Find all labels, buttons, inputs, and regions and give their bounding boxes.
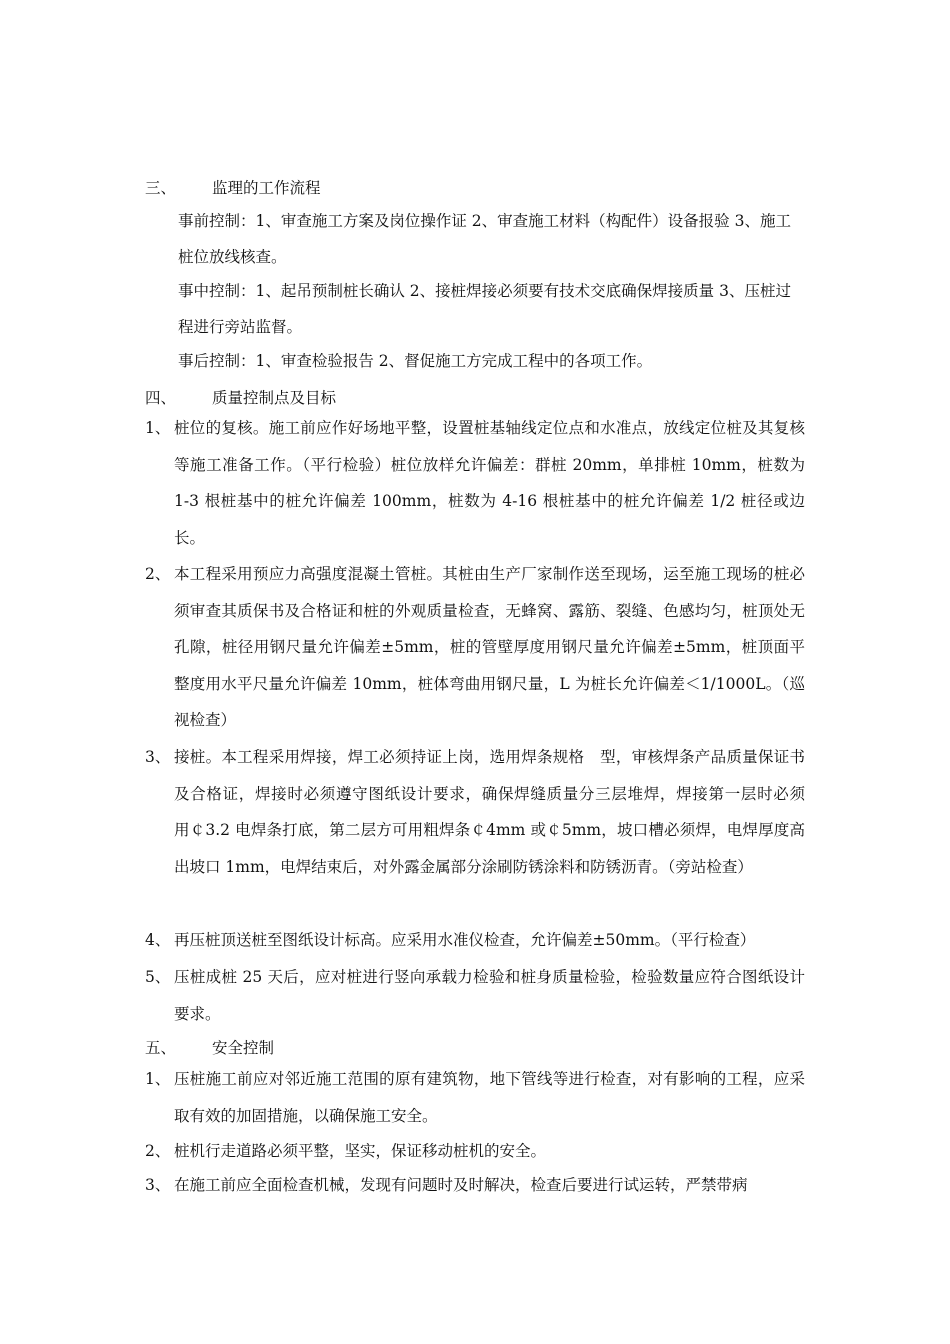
- list-item: [145, 1167, 805, 1204]
- section-heading-4: [145, 386, 336, 408]
- list-item-number: 3、: [145, 1176, 171, 1194]
- list-item-text: 桩机行走道路必须平整，坚实，保证移动桩机的安全。: [174, 1142, 547, 1160]
- list-item-text: 压桩成桩 25 天后，应对桩进行竖向承载力检验和桩身质量检验，检验数量应符合图纸设计要求。: [174, 968, 805, 1023]
- list-item-number: 2、: [145, 565, 171, 583]
- list-item-number: 5、: [145, 968, 171, 986]
- list-item-text: 桩位的复核。施工前应作好场地平整，设置桩基轴线定位点和水准点，放线定位桩及其复核等施工准备工作。（平行检验）桩位放样允许偏差：群桩 20mm，单排桩 10mm，桩数为 1-3 根桩基中的桩允许偏差 100mm，桩数为 4-16 根桩基中的桩允许偏差 1/2 桩径或边长。: [174, 419, 805, 547]
- paragraph-post-control: 事后控制：1、审查检验报告 2、督促施工方完成工程中的各项工作。: [178, 352, 653, 370]
- list-item: [145, 922, 805, 959]
- list-item: [145, 1061, 805, 1134]
- list-item-number: 1、: [145, 1070, 171, 1088]
- list-item-text: 再压桩顶送桩至图纸设计标高。应采用水准仪检查，允许偏差±50mm。（平行检查）: [174, 931, 756, 949]
- section-heading-3: [145, 176, 321, 198]
- list-item-number: 3、: [145, 748, 171, 766]
- section-heading-5: [145, 1036, 274, 1058]
- section-number: 四、: [145, 389, 177, 407]
- section-title: 安全控制: [212, 1039, 275, 1057]
- list-item-number: 2、: [145, 1142, 171, 1160]
- list-item-number: 1、: [145, 419, 171, 437]
- list-item: [145, 410, 805, 556]
- list-item: [145, 556, 805, 739]
- list-item-text: 本工程采用预应力高强度混凝土管桩。其桩由生产厂家制作送至现场，运至施工现场的桩必须审查其质保书及合格证和桩的外观质量检查，无蜂窝、露筋、裂缝、色感均匀，桩顶处无孔隙，桩径用钢尺量允许偏差±5mm，桩的管壁厚度用钢尺量允许偏差±5mm，桩顶面平整度用水平尺量允许偏差 10mm，桩体弯曲用钢尺量，L 为桩长允许偏差＜1/1000L。（巡视检查）: [174, 565, 805, 729]
- list-item: [145, 739, 805, 885]
- section-number: 五、: [145, 1039, 177, 1057]
- list-item-text: 压桩施工前应对邻近施工范围的原有建筑物，地下管线等进行检查，对有影响的工程，应采取有效的加固措施，以确保施工安全。: [174, 1070, 805, 1125]
- paragraph-pre-control: 事前控制：1、审查施工方案及岗位操作证 2、审查施工材料（构配件）设备报验 3、施工桩位放线核查。: [178, 212, 791, 266]
- section-title: 监理的工作流程: [212, 179, 321, 197]
- paragraph-mid-control: 事中控制：1、起吊预制桩长确认 2、接桩焊接必须要有技术交底确保焊接质量 3、压桩过程进行旁站监督。: [178, 282, 791, 336]
- section-number: 三、: [145, 179, 177, 197]
- list-item-text: 在施工前应全面检查机械，发现有问题时及时解决，检查后要进行试运转，严禁带病: [174, 1176, 748, 1194]
- list-item: [145, 1133, 805, 1170]
- list-item: [145, 959, 805, 1032]
- list-item-text: 接桩。本工程采用焊接，焊工必须持证上岗，选用焊条规格 型，审核焊条产品质量保证书及合格证，焊接时必须遵守图纸设计要求，确保焊缝质量分三层堆焊，焊接第一层时必须用￠3.2 电焊条打底，第二层方可用粗焊条￠4mm 或￠5mm，坡口槽必须焊，电焊厚度高出坡口 1mm，电焊结束后，对外露金属部分涂刷防锈涂料和防锈沥青。（旁站检查）: [174, 748, 805, 876]
- list-item-number: 4、: [145, 931, 171, 949]
- section-title: 质量控制点及目标: [212, 389, 337, 407]
